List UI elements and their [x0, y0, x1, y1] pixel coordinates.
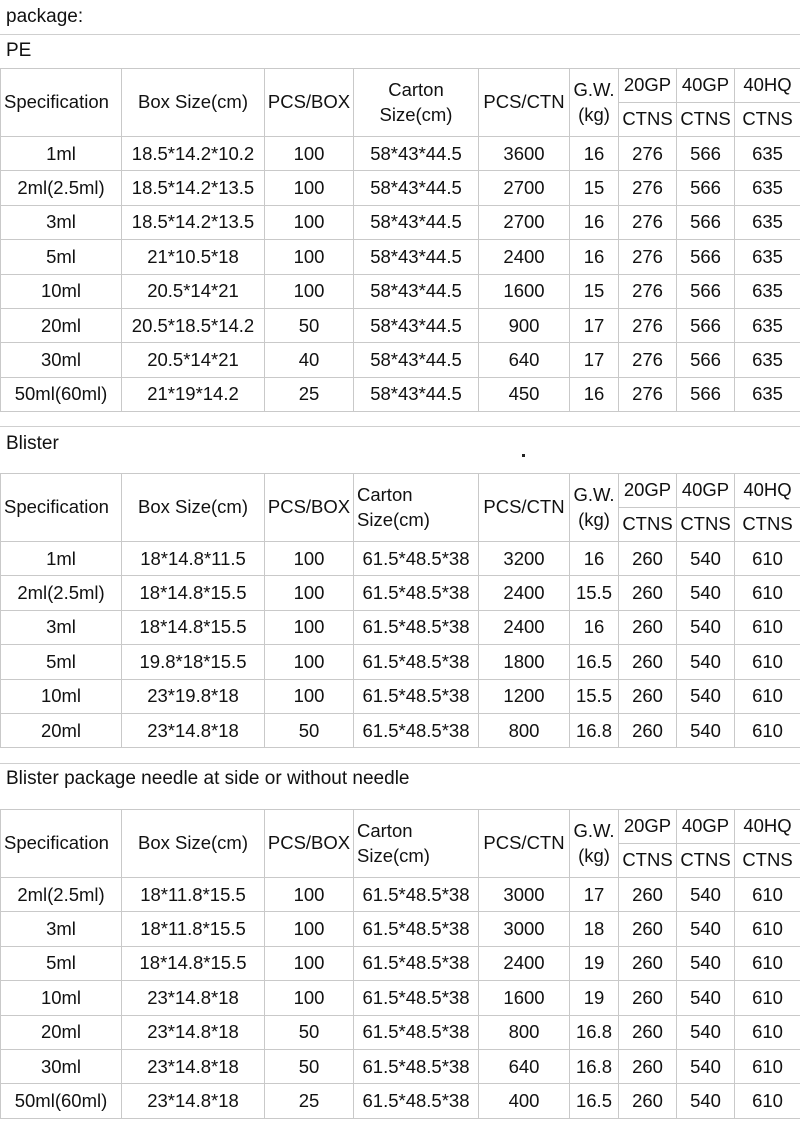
cell-40hq-ctns: 635 [735, 171, 800, 205]
cell-40gp-ctns: 566 [677, 171, 735, 205]
cell-gw: 15 [570, 274, 619, 308]
header-ctns-20gp: CTNS [619, 844, 677, 878]
header-carton-size [354, 474, 479, 542]
table-row [1, 1084, 800, 1118]
cell-20gp-ctns: 276 [619, 343, 677, 377]
cell-specification: 5ml [1, 240, 122, 274]
cell-carton-size: 61.5*48.5*38 [354, 610, 479, 644]
cell-carton-size: 61.5*48.5*38 [354, 542, 479, 576]
cell-pcs-box: 50 [265, 1049, 354, 1083]
header-gw-line2: (kg) [578, 844, 610, 866]
cell-pcs-ctn: 450 [479, 377, 570, 411]
cell-box-size: 18.5*14.2*13.5 [122, 205, 265, 239]
cell-40gp-ctns: 566 [677, 240, 735, 274]
cell-gw: 16.8 [570, 1049, 619, 1083]
cell-specification: 10ml [1, 274, 122, 308]
header-box-size: Box Size(cm) [122, 474, 265, 542]
cell-specification: 20ml [1, 308, 122, 342]
cell-40gp-ctns: 566 [677, 377, 735, 411]
table-pe [0, 68, 800, 412]
cell-carton-size: 58*43*44.5 [354, 137, 479, 171]
cell-20gp-ctns: 260 [619, 542, 677, 576]
cell-pcs-box: 50 [265, 308, 354, 342]
cell-20gp-ctns: 260 [619, 1049, 677, 1083]
cell-pcs-ctn: 2400 [479, 610, 570, 644]
header-ctns-40gp: CTNS [677, 103, 735, 137]
cell-pcs-ctn: 1800 [479, 645, 570, 679]
cell-40gp-ctns: 540 [677, 878, 735, 912]
header-pcs-box: PCS/BOX [265, 810, 354, 878]
cell-gw: 16.8 [570, 1015, 619, 1049]
cell-pcs-ctn: 400 [479, 1084, 570, 1118]
table-blister-needle [0, 809, 800, 1119]
cell-20gp-ctns: 260 [619, 576, 677, 610]
cell-pcs-ctn: 2700 [479, 205, 570, 239]
cell-specification: 5ml [1, 946, 122, 980]
cell-40hq-ctns: 635 [735, 308, 800, 342]
cell-20gp-ctns: 260 [619, 610, 677, 644]
cell-pcs-box: 100 [265, 610, 354, 644]
cell-pcs-ctn: 1200 [479, 679, 570, 713]
cell-specification: 2ml(2.5ml) [1, 878, 122, 912]
cell-gw: 19 [570, 981, 619, 1015]
cell-gw: 17 [570, 878, 619, 912]
cell-20gp-ctns: 276 [619, 308, 677, 342]
cell-pcs-ctn: 900 [479, 308, 570, 342]
cell-box-size: 23*14.8*18 [122, 1015, 265, 1049]
cell-carton-size: 61.5*48.5*38 [354, 912, 479, 946]
cell-40hq-ctns: 610 [735, 946, 800, 980]
cell-box-size: 21*19*14.2 [122, 377, 265, 411]
cell-carton-size: 58*43*44.5 [354, 274, 479, 308]
cell-carton-size: 58*43*44.5 [354, 377, 479, 411]
cell-40gp-ctns: 540 [677, 576, 735, 610]
cell-box-size: 18*11.8*15.5 [122, 912, 265, 946]
header-ctns-40hq: CTNS [735, 844, 800, 878]
cell-specification: 30ml [1, 343, 122, 377]
cell-40gp-ctns: 566 [677, 274, 735, 308]
cell-pcs-ctn: 1600 [479, 274, 570, 308]
cell-gw: 17 [570, 343, 619, 377]
header-specification: Specification [1, 810, 122, 878]
header-carton-line1: Carton [388, 79, 444, 101]
header-40gp: 40GP [677, 474, 735, 508]
header-carton-line1: Carton [357, 484, 413, 506]
header-20gp: 20GP [619, 69, 677, 103]
table-row [1, 679, 800, 713]
divider [0, 34, 800, 35]
cell-carton-size: 61.5*48.5*38 [354, 981, 479, 1015]
cell-pcs-ctn: 2400 [479, 946, 570, 980]
cell-carton-size: 61.5*48.5*38 [354, 679, 479, 713]
cell-specification: 10ml [1, 981, 122, 1015]
cell-box-size: 23*19.8*18 [122, 679, 265, 713]
cell-specification: 50ml(60ml) [1, 1084, 122, 1118]
cell-gw: 15.5 [570, 679, 619, 713]
cell-40gp-ctns: 540 [677, 1015, 735, 1049]
table-row [1, 343, 800, 377]
header-gw [570, 474, 619, 542]
header-ctns-40hq: CTNS [735, 103, 800, 137]
table-row [1, 240, 800, 274]
header-gw [570, 69, 619, 137]
cell-pcs-box: 100 [265, 274, 354, 308]
header-gw-line2: (kg) [578, 508, 610, 530]
header-ctns-20gp: CTNS [619, 508, 677, 542]
cell-gw: 16 [570, 240, 619, 274]
cell-specification: 3ml [1, 205, 122, 239]
cell-carton-size: 61.5*48.5*38 [354, 645, 479, 679]
cell-40hq-ctns: 610 [735, 878, 800, 912]
cell-40gp-ctns: 566 [677, 308, 735, 342]
cell-box-size: 23*14.8*18 [122, 1084, 265, 1118]
cell-40hq-ctns: 610 [735, 912, 800, 946]
cell-40gp-ctns: 566 [677, 137, 735, 171]
cell-20gp-ctns: 260 [619, 679, 677, 713]
cell-box-size: 18*14.8*15.5 [122, 610, 265, 644]
cell-20gp-ctns: 260 [619, 878, 677, 912]
cell-gw: 17 [570, 308, 619, 342]
divider [0, 763, 800, 764]
table-body-blister-needle [1, 878, 800, 1119]
cell-40hq-ctns: 610 [735, 576, 800, 610]
cell-specification: 10ml [1, 679, 122, 713]
cell-40hq-ctns: 610 [735, 645, 800, 679]
header-pcs-box: PCS/BOX [265, 474, 354, 542]
header-ctns-40gp: CTNS [677, 844, 735, 878]
cell-specification: 5ml [1, 645, 122, 679]
cell-specification: 2ml(2.5ml) [1, 576, 122, 610]
cell-pcs-ctn: 2400 [479, 240, 570, 274]
cell-gw: 16 [570, 542, 619, 576]
cell-gw: 16.8 [570, 713, 619, 747]
table-row [1, 308, 800, 342]
cell-specification: 2ml(2.5ml) [1, 171, 122, 205]
cell-40gp-ctns: 566 [677, 343, 735, 377]
cell-box-size: 20.5*18.5*14.2 [122, 308, 265, 342]
header-20gp: 20GP [619, 474, 677, 508]
cell-specification: 20ml [1, 1015, 122, 1049]
cell-carton-size: 61.5*48.5*38 [354, 1084, 479, 1118]
table-row [1, 137, 800, 171]
header-40gp: 40GP [677, 69, 735, 103]
table-row [1, 878, 800, 912]
table-blister [0, 473, 800, 748]
table-row [1, 981, 800, 1015]
cell-gw: 16.5 [570, 645, 619, 679]
cell-carton-size: 58*43*44.5 [354, 205, 479, 239]
cell-box-size: 23*14.8*18 [122, 1049, 265, 1083]
cell-specification: 50ml(60ml) [1, 377, 122, 411]
cell-box-size: 18.5*14.2*10.2 [122, 137, 265, 171]
cell-40hq-ctns: 610 [735, 542, 800, 576]
cell-pcs-ctn: 800 [479, 713, 570, 747]
cell-gw: 16 [570, 205, 619, 239]
cell-20gp-ctns: 260 [619, 645, 677, 679]
cell-20gp-ctns: 276 [619, 137, 677, 171]
cell-gw: 16 [570, 137, 619, 171]
cell-box-size: 18.5*14.2*13.5 [122, 171, 265, 205]
cell-40gp-ctns: 540 [677, 981, 735, 1015]
divider [0, 426, 800, 427]
cell-pcs-box: 100 [265, 137, 354, 171]
cell-gw: 15 [570, 171, 619, 205]
cell-pcs-box: 100 [265, 981, 354, 1015]
header-gw-line2: (kg) [578, 103, 610, 125]
cell-pcs-box: 100 [265, 679, 354, 713]
cell-pcs-ctn: 640 [479, 1049, 570, 1083]
cell-specification: 1ml [1, 542, 122, 576]
cell-40hq-ctns: 635 [735, 274, 800, 308]
table-body-pe [1, 137, 800, 412]
header-40gp: 40GP [677, 810, 735, 844]
cell-20gp-ctns: 276 [619, 240, 677, 274]
cell-carton-size: 58*43*44.5 [354, 171, 479, 205]
cell-40gp-ctns: 540 [677, 1049, 735, 1083]
cell-specification: 1ml [1, 137, 122, 171]
table-row [1, 610, 800, 644]
cell-40hq-ctns: 610 [735, 1049, 800, 1083]
cell-pcs-box: 100 [265, 205, 354, 239]
cell-20gp-ctns: 260 [619, 713, 677, 747]
section-title-blister: Blister [6, 433, 59, 454]
header-gw [570, 810, 619, 878]
cell-40gp-ctns: 540 [677, 679, 735, 713]
cell-20gp-ctns: 276 [619, 171, 677, 205]
header-carton-size [354, 69, 479, 137]
cell-pcs-box: 25 [265, 377, 354, 411]
cell-box-size: 21*10.5*18 [122, 240, 265, 274]
header-specification: Specification [1, 69, 122, 137]
cell-20gp-ctns: 276 [619, 205, 677, 239]
cell-20gp-ctns: 260 [619, 912, 677, 946]
cell-pcs-box: 100 [265, 946, 354, 980]
cell-40hq-ctns: 610 [735, 981, 800, 1015]
cell-pcs-ctn: 3600 [479, 137, 570, 171]
cell-specification: 20ml [1, 713, 122, 747]
header-gw-line1: G.W. [573, 820, 615, 842]
header-ctns-40hq: CTNS [735, 508, 800, 542]
header-carton-line2: Size(cm) [357, 508, 430, 530]
cell-20gp-ctns: 260 [619, 981, 677, 1015]
cell-gw: 19 [570, 946, 619, 980]
stray-dot [522, 454, 525, 457]
table-row [1, 542, 800, 576]
header-gw-line1: G.W. [573, 484, 615, 506]
cell-40hq-ctns: 610 [735, 1084, 800, 1118]
cell-box-size: 18*11.8*15.5 [122, 878, 265, 912]
cell-pcs-box: 50 [265, 713, 354, 747]
cell-specification: 3ml [1, 610, 122, 644]
cell-40hq-ctns: 635 [735, 205, 800, 239]
header-box-size: Box Size(cm) [122, 69, 265, 137]
page-label: package: [6, 6, 84, 27]
table-body-blister [1, 542, 800, 748]
table-row [1, 946, 800, 980]
cell-40gp-ctns: 540 [677, 713, 735, 747]
cell-pcs-box: 25 [265, 1084, 354, 1118]
cell-pcs-ctn: 2700 [479, 171, 570, 205]
cell-pcs-box: 100 [265, 542, 354, 576]
cell-40hq-ctns: 635 [735, 240, 800, 274]
cell-20gp-ctns: 260 [619, 1084, 677, 1118]
cell-20gp-ctns: 276 [619, 274, 677, 308]
cell-20gp-ctns: 260 [619, 1015, 677, 1049]
cell-gw: 16 [570, 610, 619, 644]
cell-40hq-ctns: 635 [735, 377, 800, 411]
cell-pcs-ctn: 800 [479, 1015, 570, 1049]
cell-pcs-box: 40 [265, 343, 354, 377]
cell-gw: 15.5 [570, 576, 619, 610]
table-row [1, 171, 800, 205]
header-carton-line2: Size(cm) [379, 103, 453, 125]
table-row [1, 205, 800, 239]
cell-20gp-ctns: 260 [619, 946, 677, 980]
cell-40gp-ctns: 566 [677, 205, 735, 239]
cell-gw: 16 [570, 377, 619, 411]
header-pcs-ctn: PCS/CTN [479, 810, 570, 878]
header-40hq: 40HQ [735, 474, 800, 508]
cell-pcs-box: 100 [265, 878, 354, 912]
table-row [1, 645, 800, 679]
cell-carton-size: 58*43*44.5 [354, 240, 479, 274]
cell-pcs-ctn: 3000 [479, 878, 570, 912]
cell-40gp-ctns: 540 [677, 645, 735, 679]
cell-40hq-ctns: 635 [735, 137, 800, 171]
table-row [1, 274, 800, 308]
cell-gw: 18 [570, 912, 619, 946]
table-row [1, 713, 800, 747]
cell-carton-size: 61.5*48.5*38 [354, 1015, 479, 1049]
cell-pcs-ctn: 2400 [479, 576, 570, 610]
cell-carton-size: 61.5*48.5*38 [354, 878, 479, 912]
cell-box-size: 23*14.8*18 [122, 713, 265, 747]
table-row [1, 377, 800, 411]
cell-40hq-ctns: 610 [735, 713, 800, 747]
cell-40hq-ctns: 610 [735, 1015, 800, 1049]
cell-40gp-ctns: 540 [677, 912, 735, 946]
cell-pcs-ctn: 1600 [479, 981, 570, 1015]
header-pcs-ctn: PCS/CTN [479, 69, 570, 137]
cell-box-size: 20.5*14*21 [122, 343, 265, 377]
header-40hq: 40HQ [735, 810, 800, 844]
cell-box-size: 18*14.8*15.5 [122, 576, 265, 610]
cell-pcs-box: 50 [265, 1015, 354, 1049]
table-row [1, 576, 800, 610]
cell-pcs-ctn: 3000 [479, 912, 570, 946]
cell-box-size: 20.5*14*21 [122, 274, 265, 308]
cell-carton-size: 61.5*48.5*38 [354, 946, 479, 980]
header-carton-line2: Size(cm) [357, 844, 430, 866]
table-row [1, 1015, 800, 1049]
header-gw-line1: G.W. [573, 79, 615, 101]
section-title-pe: PE [6, 40, 32, 61]
cell-carton-size: 58*43*44.5 [354, 308, 479, 342]
header-ctns-40gp: CTNS [677, 508, 735, 542]
cell-pcs-box: 100 [265, 645, 354, 679]
cell-box-size: 23*14.8*18 [122, 981, 265, 1015]
header-carton-line1: Carton [357, 820, 413, 842]
cell-box-size: 18*14.8*15.5 [122, 946, 265, 980]
cell-carton-size: 58*43*44.5 [354, 343, 479, 377]
header-specification: Specification [1, 474, 122, 542]
cell-pcs-box: 100 [265, 171, 354, 205]
header-20gp: 20GP [619, 810, 677, 844]
cell-pcs-ctn: 640 [479, 343, 570, 377]
header-pcs-box: PCS/BOX [265, 69, 354, 137]
cell-40hq-ctns: 610 [735, 679, 800, 713]
table-row [1, 1049, 800, 1083]
cell-pcs-box: 100 [265, 240, 354, 274]
cell-specification: 3ml [1, 912, 122, 946]
cell-gw: 16.5 [570, 1084, 619, 1118]
cell-pcs-box: 100 [265, 912, 354, 946]
cell-20gp-ctns: 276 [619, 377, 677, 411]
cell-pcs-ctn: 3200 [479, 542, 570, 576]
cell-specification: 30ml [1, 1049, 122, 1083]
cell-40gp-ctns: 540 [677, 1084, 735, 1118]
section-title-blister-needle: Blister package needle at side or without needle [6, 768, 410, 789]
cell-40gp-ctns: 540 [677, 946, 735, 980]
cell-40gp-ctns: 540 [677, 542, 735, 576]
cell-carton-size: 61.5*48.5*38 [354, 1049, 479, 1083]
cell-40gp-ctns: 540 [677, 610, 735, 644]
cell-box-size: 19.8*18*15.5 [122, 645, 265, 679]
table-row [1, 912, 800, 946]
cell-40hq-ctns: 610 [735, 610, 800, 644]
header-carton-size [354, 810, 479, 878]
header-40hq: 40HQ [735, 69, 800, 103]
header-pcs-ctn: PCS/CTN [479, 474, 570, 542]
cell-carton-size: 61.5*48.5*38 [354, 713, 479, 747]
header-box-size: Box Size(cm) [122, 810, 265, 878]
cell-40hq-ctns: 635 [735, 343, 800, 377]
cell-pcs-box: 100 [265, 576, 354, 610]
cell-carton-size: 61.5*48.5*38 [354, 576, 479, 610]
cell-box-size: 18*14.8*11.5 [122, 542, 265, 576]
header-ctns-20gp: CTNS [619, 103, 677, 137]
